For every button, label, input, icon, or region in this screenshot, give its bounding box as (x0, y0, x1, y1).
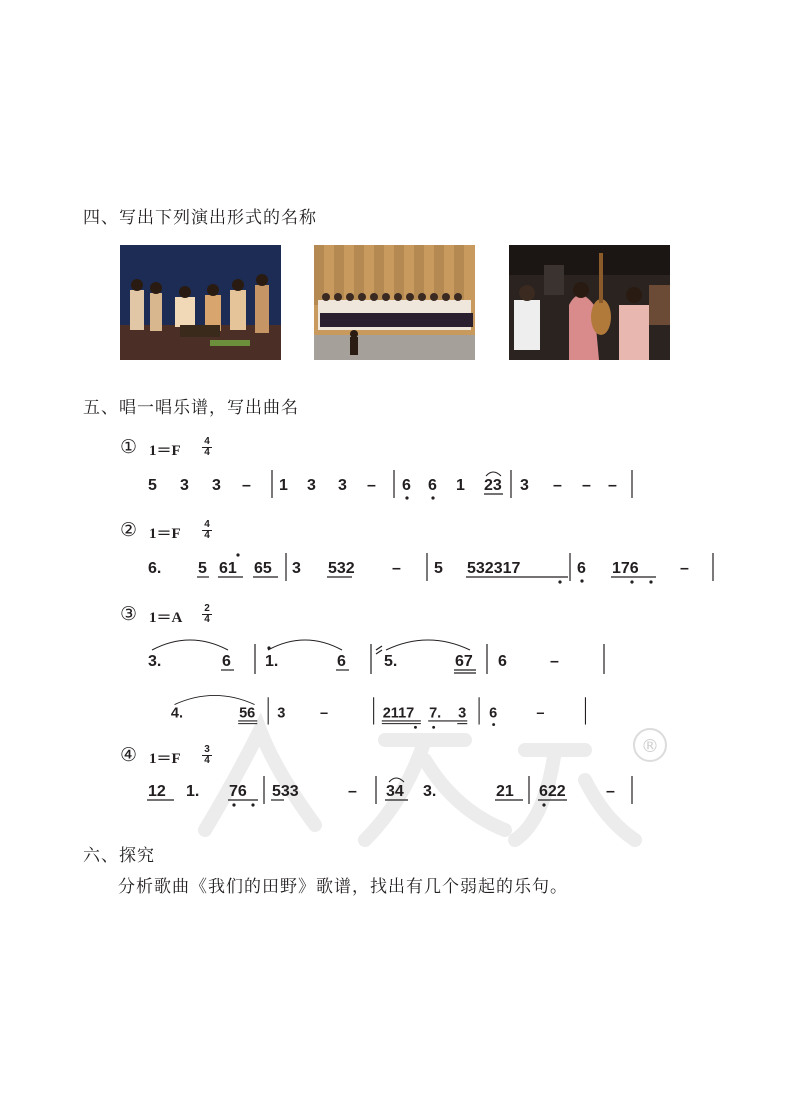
piece-4-time-signature: 3 4 (202, 745, 212, 766)
registered-mark: ® (641, 736, 659, 757)
note: 61 (219, 560, 237, 577)
piece-3-measure-8 (489, 705, 544, 726)
note: 532317 (467, 560, 521, 577)
piece-3-notation-line-1 (0, 636, 800, 676)
piece-1-measure-2 (279, 477, 376, 494)
note: 56 (239, 705, 256, 722)
high-octave-dot (267, 646, 270, 649)
piece-2-header (120, 518, 240, 548)
dash: – (582, 477, 591, 494)
piece-4-measure-2 (271, 783, 357, 800)
photo-orchestra-with-pipa-soloist (509, 245, 670, 360)
piece-4-key: 1＝F (149, 751, 181, 767)
piece-1-measure-4 (520, 477, 617, 494)
note: 532 (328, 560, 355, 577)
piece-4-notation (0, 774, 800, 814)
note: 1. (186, 783, 200, 800)
slur (175, 695, 255, 704)
note: 3 (277, 705, 286, 722)
piece-3-key: 1＝A (149, 610, 183, 626)
dash: – (320, 705, 329, 722)
piece-2-time-signature: 4 4 (202, 520, 212, 541)
note: 3 (292, 560, 301, 577)
note: 3 (307, 477, 316, 494)
section4-heading: 四、写出下列演出形式的名称 (83, 208, 317, 228)
dash: – (536, 705, 545, 722)
low-octave-dot (432, 726, 435, 729)
note: 3 (180, 477, 189, 494)
note: 2117 (382, 705, 415, 722)
low-octave-dot (580, 579, 583, 582)
note: 5 (434, 560, 443, 577)
note: 1 (279, 477, 288, 494)
piece-3-time-signature: 2 4 (202, 604, 212, 625)
note: 7. (429, 705, 442, 722)
note: 3 (338, 477, 347, 494)
low-octave-dot (492, 723, 495, 726)
note: 65 (254, 560, 272, 577)
low-octave-dot (414, 726, 417, 729)
piece-3-measure-4 (498, 653, 559, 670)
piece-3-notation-line-2 (0, 690, 800, 730)
piece-3-header (120, 602, 240, 632)
note: 6 (222, 653, 231, 670)
note: 3 (520, 477, 529, 494)
piece-3-measure-7 (382, 705, 467, 728)
note: 176 (612, 560, 639, 577)
piece-1-measure-1 (148, 477, 251, 494)
note: 6. (148, 560, 162, 577)
piece-3-measure-2 (265, 640, 349, 670)
dash: – (680, 560, 689, 577)
low-octave-dot (649, 580, 652, 583)
note: 6 (337, 653, 346, 670)
dash: – (348, 783, 357, 800)
note: 34 (386, 783, 404, 800)
piece-3-measure-6 (277, 705, 328, 721)
slur (152, 640, 228, 650)
note: 76 (229, 783, 247, 800)
piece-2-measure-1 (148, 553, 278, 577)
piece-2-key: 1＝F (149, 526, 181, 542)
low-octave-dot (630, 580, 633, 583)
piece-1-key: 1＝F (149, 443, 181, 459)
piece-3-measure-1 (148, 640, 234, 670)
dash: – (392, 560, 401, 577)
note: 622 (539, 783, 566, 800)
low-octave-dot (251, 803, 254, 806)
note: 6 (402, 477, 411, 494)
piece-4-number: ④ (120, 744, 138, 766)
section6-question: 分析歌曲《我们的田野》歌谱，找出有几个弱起的乐句。 (118, 877, 568, 897)
piece-2-number: ② (120, 519, 138, 541)
note: 3. (148, 653, 162, 670)
low-octave-dot (558, 580, 561, 583)
note: 12 (148, 783, 166, 800)
piece-3-measure-5 (171, 695, 257, 723)
low-octave-dot (542, 803, 545, 806)
piece-3-number: ③ (120, 603, 138, 625)
note: 5. (384, 653, 398, 670)
note: 21 (496, 783, 514, 800)
note: 533 (272, 783, 299, 800)
photo-chorus (314, 245, 475, 360)
note: 1. (265, 653, 279, 670)
piece-4-measure-1 (147, 783, 258, 807)
dash: – (553, 477, 562, 494)
note: 23 (484, 477, 502, 494)
note: 5 (148, 477, 157, 494)
piece-1-notation (0, 468, 800, 508)
breath-mark (376, 646, 382, 654)
low-octave-dot (232, 803, 235, 806)
piece-2-measure-4 (577, 560, 689, 584)
section5-heading: 五、唱一唱乐谱，写出曲名 (83, 398, 299, 418)
note: 6 (489, 705, 498, 722)
slur (386, 640, 470, 650)
piece-4-measure-3 (385, 778, 523, 800)
low-octave-dot (431, 496, 434, 499)
piece-2-measure-3 (434, 560, 568, 584)
piece-3-measure-3 (376, 640, 476, 673)
dash: – (367, 477, 376, 494)
low-octave-dot (405, 496, 408, 499)
note: 3 (458, 705, 467, 722)
piece-1-number: ① (120, 436, 138, 458)
piece-4-measure-4 (538, 783, 615, 807)
note: 67 (455, 653, 473, 670)
slur (268, 640, 342, 650)
note: 6 (498, 653, 507, 670)
piece-1-measure-3 (402, 472, 503, 500)
note: 5 (198, 560, 207, 577)
note: 1 (456, 477, 465, 494)
dash: – (550, 653, 559, 670)
note: 6 (428, 477, 437, 494)
slur (389, 778, 404, 782)
dash: – (608, 477, 617, 494)
slur (486, 472, 501, 476)
piece-1-header (120, 435, 240, 465)
note: 3. (423, 783, 437, 800)
piece-2-notation (0, 551, 800, 591)
dash: – (606, 783, 615, 800)
note: 3 (212, 477, 221, 494)
high-octave-dot (236, 553, 239, 556)
dash: – (242, 477, 251, 494)
piece-4-header (120, 743, 240, 773)
note: 4. (170, 705, 184, 722)
piece-1-time-signature: 4 4 (202, 437, 212, 458)
piece-2-measure-2 (292, 560, 401, 577)
section6-heading: 六、探究 (83, 846, 155, 866)
note: 6 (577, 560, 586, 577)
photo-instrumental-ensemble (120, 245, 281, 360)
